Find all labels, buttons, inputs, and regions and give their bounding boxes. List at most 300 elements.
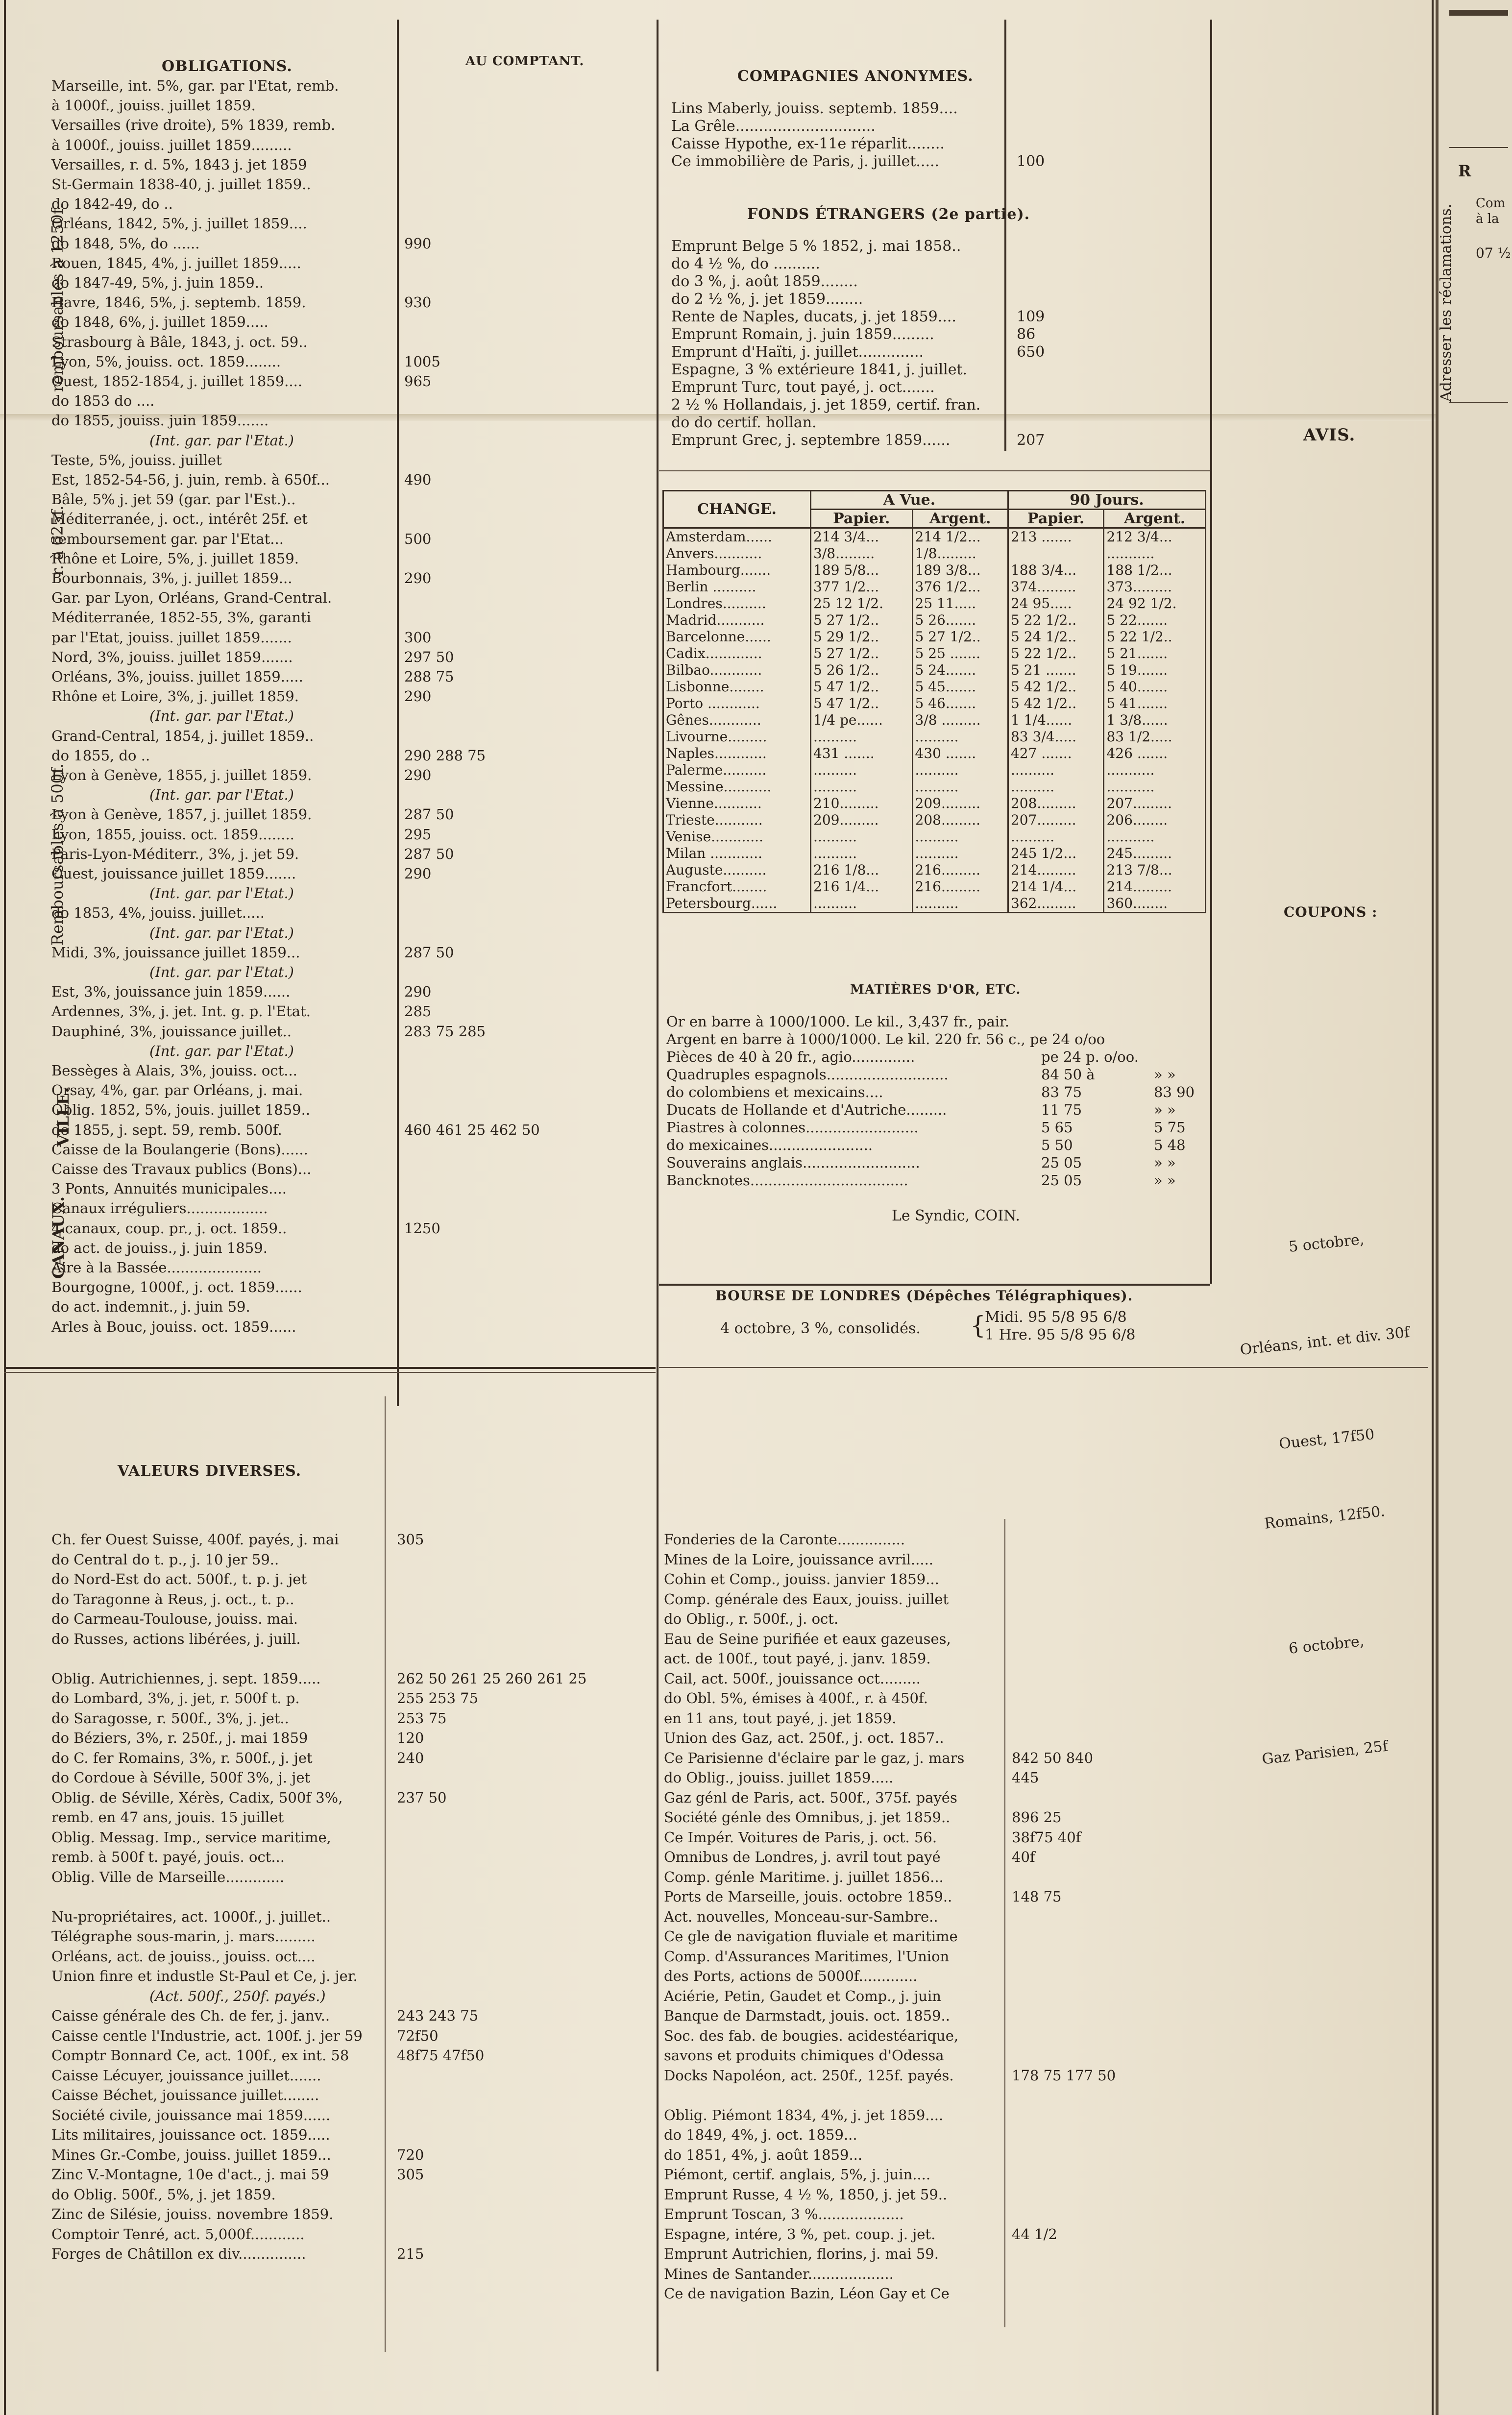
obligation-row-label: do 1853, 4%, jouiss. juillet..... xyxy=(51,904,265,922)
valeur-row-label: Cail, act. 500f., jouissance oct......... xyxy=(664,1670,921,1687)
valeur-row-label: Zinc V.-Montagne, 10e d'act., j. mai 59 xyxy=(51,2166,329,2183)
compagnie-row-label: La Grêle.............................. xyxy=(671,118,876,135)
valeur-row-label: Société civile, jouissance mai 1859...... xyxy=(51,2106,331,2123)
change-value: 216......... xyxy=(912,878,1008,895)
change-value: .......... xyxy=(1008,829,1103,845)
compagnie-row-price: 100 xyxy=(1017,153,1045,170)
change-value: 83 3/4..... xyxy=(1008,729,1103,745)
change-value: .......... xyxy=(811,779,913,795)
obligation-row-price: 965 xyxy=(404,373,432,390)
change-value: 207......... xyxy=(1008,812,1103,829)
obligation-row-label: do 1848, 6%, j. juillet 1859..... xyxy=(51,314,268,331)
change-table xyxy=(662,490,1206,913)
obligation-row-label: Méditerranée, j. oct., intérêt 25f. et xyxy=(51,511,308,528)
change-value: 24 95..... xyxy=(1008,595,1103,612)
change-vue-header: A Vue. xyxy=(811,491,1008,510)
valeur-row-label: Comptr Bonnard Ce, act. 100f., ex int. 58 xyxy=(51,2047,349,2064)
valeur-row-label: do Central do t. p., j. 10 jer 59.. xyxy=(51,1551,279,1568)
change-value: .......... xyxy=(811,829,913,845)
valeur-row-label: Banque de Darmstadt, jouis. oct. 1859.. xyxy=(664,2007,950,2024)
matiere-price: » » xyxy=(1154,1101,1176,1118)
fonds-row-label: do 4 ½ %, do .......... xyxy=(671,255,820,272)
change-city: Gênes............ xyxy=(663,712,811,729)
valeur-row-label: Comp. générale des Eaux, jouiss. juillet xyxy=(664,1590,949,1608)
valeur-row-label: Omnibus de Londres, j. avril tout payé xyxy=(664,1849,941,1865)
change-value: 5 24 1/2.. xyxy=(1008,629,1103,645)
valeur-row-label: Gaz génl de Paris, act. 500f., 375f. payés xyxy=(664,1789,957,1806)
fonds-row-label: 2 ½ % Hollandais, j. jet 1859, certif. fran. xyxy=(671,396,981,414)
change-value: 5 29 1/2.. xyxy=(811,629,913,645)
valeur-row-label: (Act. 500f., 250f. payés.) xyxy=(149,1987,326,2004)
change-value: 214 3/4... xyxy=(811,528,913,546)
londres-heure: 1 Hre. 95 5/8 95 6/8 xyxy=(985,1326,1136,1343)
obligation-row-price: 290 xyxy=(404,688,432,705)
change-row xyxy=(663,679,1206,695)
change-label: CHANGE. xyxy=(663,491,811,528)
obligation-row-price: 1250 xyxy=(404,1220,440,1237)
obligation-row-label: Versailles, r. d. 5%, 1843 j. jet 1859 xyxy=(51,156,307,173)
obligation-row-label: Caisse de la Boulangerie (Bons)...... xyxy=(51,1141,308,1158)
side-block xyxy=(1449,10,1508,16)
change-value: .......... xyxy=(912,895,1008,913)
change-city: Anvers........... xyxy=(663,545,811,562)
change-value: 245......... xyxy=(1104,845,1206,862)
change-row xyxy=(663,645,1206,662)
change-row xyxy=(663,812,1206,829)
obligation-row-price: 288 75 xyxy=(404,668,454,685)
coupon-entry: 5 octobre, xyxy=(1288,1231,1365,1256)
header-avis: AVIS. xyxy=(1303,425,1356,445)
obligation-row-label: Dauphiné, 3%, jouissance juillet.. xyxy=(51,1023,292,1040)
compagnie-row-label: Lins Maberly, jouiss. septemb. 1859.... xyxy=(671,100,958,117)
change-value: .......... xyxy=(1008,762,1103,779)
valeur-row-price: 40f xyxy=(1012,1849,1035,1865)
change-city: Milan ............ xyxy=(663,845,811,862)
side-ala: à la xyxy=(1476,212,1499,226)
change-value: 3/8......... xyxy=(811,545,913,562)
obligation-row-price: 290 xyxy=(404,570,432,586)
frame-right-rule xyxy=(1432,0,1434,2415)
valeur-row-label: en 11 ans, tout payé, j. jet 1859. xyxy=(664,1709,897,1727)
obligation-row-label: (Int. gar. par l'Etat.) xyxy=(149,707,294,725)
change-value: 5 27 1/2.. xyxy=(811,645,913,662)
valeur-row-label: do Lombard, 3%, j. jet, r. 500f t. p. xyxy=(51,1690,300,1707)
change-city: Auguste.......... xyxy=(663,862,811,878)
matiere-label: Piastres à colonnes......................... xyxy=(666,1119,919,1136)
obligation-row-price: 460 461 25 462 50 xyxy=(404,1121,540,1138)
change-value: 362......... xyxy=(1008,895,1103,913)
change-row xyxy=(663,545,1206,562)
obligation-row-label: (Int. gar. par l'Etat.) xyxy=(149,964,294,980)
change-city: Bilbao............ xyxy=(663,662,811,679)
valeur-row-label: Union finre et industle St-Paul et Ce, j. jer. xyxy=(51,1968,358,1984)
valeur-row-label: Mines Gr.-Combe, jouiss. juillet 1859... xyxy=(51,2146,331,2163)
obligation-row-price: 287 50 xyxy=(404,806,454,823)
fonds-row-price: 109 xyxy=(1017,308,1045,325)
valeur-row-price: 305 xyxy=(397,1531,424,1548)
change-city: Lisbonne........ xyxy=(663,679,811,695)
change-value: .......... xyxy=(912,845,1008,862)
obligation-row-label: Marseille, int. 5%, gar. par l'Etat, remb. xyxy=(51,77,339,94)
matiere-price: pe 24 p. o/oo. xyxy=(1041,1049,1139,1065)
fonds-row-label: do 3 %, j. août 1859........ xyxy=(671,273,858,290)
obligation-row-label: (Int. gar. par l'Etat.) xyxy=(149,432,294,449)
change-value: 245 1/2... xyxy=(1008,845,1103,862)
obligation-row-label: Lyon à Genève, 1857, j. juillet 1859. xyxy=(51,806,312,823)
obligation-row-label: Havre, 1846, 5%, j. septemb. 1859. xyxy=(51,294,306,311)
change-value: 213 ....... xyxy=(1008,528,1103,546)
argent-header: Argent. xyxy=(912,510,1008,528)
valeur-row-label: Mines de la Loire, jouissance avril..... xyxy=(664,1551,934,1568)
obligation-row-label: Arles à Bouc, jouiss. oct. 1859...... xyxy=(51,1318,296,1335)
valeur-row-label: do Nord-Est do act. 500f., t. p. j. jet xyxy=(51,1571,307,1587)
change-value: 5 22....... xyxy=(1104,612,1206,629)
compagnie-row-label: Caisse Hypothe, ex-11e réparlit........ xyxy=(671,135,945,152)
fonds-row-label: Emprunt Grec, j. septembre 1859...... xyxy=(671,432,951,449)
obligation-row-price: 287 50 xyxy=(404,944,454,961)
valeur-row-price: 44 1/2 xyxy=(1012,2225,1057,2243)
side-rule xyxy=(1449,147,1508,148)
change-value: 5 26 1/2.. xyxy=(811,662,913,679)
obligation-row-price: 290 288 75 xyxy=(404,747,486,764)
change-value: ........... xyxy=(1104,829,1206,845)
valeur-row-label: Caisse centle l'Industrie, act. 100f. j. jer 59 xyxy=(51,2027,363,2044)
change-value: .......... xyxy=(811,895,913,913)
obligation-row-label: Grand-Central, 1854, j. juillet 1859.. xyxy=(51,727,314,744)
valeur-row-label: Eau de Seine purifiée et eaux gazeuses, xyxy=(664,1630,951,1647)
obligation-row-price: 290 xyxy=(404,865,432,882)
valeur-row-price: 445 xyxy=(1012,1769,1039,1786)
change-value: 377 1/2... xyxy=(811,579,913,595)
valeur-row-label: Télégraphe sous-marin, j. mars......... xyxy=(51,1928,316,1945)
change-value: .......... xyxy=(811,729,913,745)
change-value: 25 12 1/2. xyxy=(811,595,913,612)
valeur-row-label: Ce gle de navigation fluviale et maritime xyxy=(664,1928,958,1945)
valeur-row-label: Comp. génle Maritime. j. juillet 1856... xyxy=(664,1868,944,1885)
change-city: Francfort........ xyxy=(663,878,811,895)
obligation-row-label: Rouen, 1845, 4%, j. juillet 1859..... xyxy=(51,254,301,271)
adjacent-page xyxy=(1436,0,1512,2415)
obligation-row-label: (Int. gar. par l'Etat.) xyxy=(149,786,294,804)
valeur-row-label: des Ports, actions de 5000f............. xyxy=(664,1968,918,1984)
change-value: 5 42 1/2.. xyxy=(1008,679,1103,695)
matiere-price: 83 90 xyxy=(1154,1084,1195,1100)
fonds-row-label: do 2 ½ %, j. jet 1859........ xyxy=(671,291,863,308)
change-value: 5 40....... xyxy=(1104,679,1206,695)
argent-header: Argent. xyxy=(1104,510,1206,528)
change-value: 5 47 1/2.. xyxy=(811,679,913,695)
valeur-row-label: do 1849, 4%, j. oct. 1859... xyxy=(664,2126,857,2143)
obligation-row-label: Lyon, 1855, jouiss. oct. 1859........ xyxy=(51,826,294,843)
obligation-row-label: Teste, 5%, jouiss. juillet xyxy=(51,451,222,468)
coupon-entry: Romains, 12f50. xyxy=(1263,1503,1386,1533)
obligation-row-label: do act. indemnit., j. juin 59. xyxy=(51,1298,250,1316)
change-city: Madrid........... xyxy=(663,612,811,629)
valeur-row-label: do Oblig. 500f., 5%, j. jet 1859. xyxy=(51,2186,276,2203)
valeur-row-price: 48f75 47f50 xyxy=(397,2047,485,2064)
change-row xyxy=(663,662,1206,679)
change-row xyxy=(663,528,1206,546)
change-value: 5 41....... xyxy=(1104,695,1206,712)
papier-header: Papier. xyxy=(811,510,913,528)
header-fonds-etrangers: FONDS ÉTRANGERS (2e partie). xyxy=(747,206,1030,223)
change-value: 24 92 1/2. xyxy=(1104,595,1206,612)
change-value: .......... xyxy=(811,845,913,862)
obligation-row-label: Ouest, 1852-1854, j. juillet 1859.... xyxy=(51,373,303,390)
valeur-row-label: Oblig. Autrichiennes, j. sept. 1859..... xyxy=(51,1670,321,1687)
label-remb-1250: remboursables à 1250f. xyxy=(48,204,67,392)
obligation-row-price: 490 xyxy=(404,471,432,488)
valeur-row-price: 178 75 177 50 xyxy=(1012,2067,1116,2084)
obligation-row-price: 297 50 xyxy=(404,648,454,665)
obligation-row-label: Orléans, 1842, 5%, j. juillet 1859.... xyxy=(51,215,307,232)
header-compagnies: COMPAGNIES ANONYMES. xyxy=(737,68,974,85)
change-value: 208......... xyxy=(1008,795,1103,812)
change-value: 189 3/8... xyxy=(912,562,1008,579)
obligation-row-label: par l'Etat, jouiss. juillet 1859....... xyxy=(51,629,292,646)
fonds-row-label: Emprunt Turc, tout payé, j. oct....... xyxy=(671,379,935,396)
obligation-row-price: 990 xyxy=(404,235,432,252)
valeur-row-label: do Oblig., r. 500f., j. oct. xyxy=(664,1610,839,1627)
change-city: Amsterdam...... xyxy=(663,528,811,546)
valeur-row-label: Caisse Lécuyer, jouissance juillet....... xyxy=(51,2067,321,2084)
obligation-row-price: 930 xyxy=(404,294,432,311)
valeur-row-label: Forges de Châtillon ex div............... xyxy=(51,2245,306,2262)
obligation-row-label: (Int. gar. par l'Etat.) xyxy=(149,885,294,902)
obligation-row-price: 300 xyxy=(404,629,432,646)
header-bourse-londres: BOURSE DE LONDRES (Dépêches Télégraphiques). xyxy=(715,1288,1133,1304)
obligation-row-label: do 1855, j. sept. 59, remb. 500f. xyxy=(51,1121,282,1138)
change-value: 5 22 1/2.. xyxy=(1104,629,1206,645)
obligation-row-label: Oblig. 1852, 5%, jouis. juillet 1859.. xyxy=(51,1101,311,1119)
matiere-label: Or en barre à 1000/1000. Le kil., 3,437 fr., pair. xyxy=(666,1013,1009,1030)
valeur-row-price: 120 xyxy=(397,1730,424,1746)
matiere-price: 5 50 xyxy=(1041,1137,1073,1153)
valeur-row-label: Nu-propriétaires, act. 1000f., j. juillet.. xyxy=(51,1908,331,1925)
change-value: 5 21 ....... xyxy=(1008,662,1103,679)
change-value: 216 1/8... xyxy=(811,862,913,878)
change-row xyxy=(663,878,1206,895)
syndic-signature: Le Syndic, COIN. xyxy=(892,1207,1020,1224)
column-rule-prices-left xyxy=(385,1396,386,2352)
change-value: 209......... xyxy=(811,812,913,829)
change-value: .......... xyxy=(912,829,1008,845)
obligation-row-label: Bâle, 5% j. jet 59 (gar. par l'Est.).. xyxy=(51,491,296,508)
change-row xyxy=(663,612,1206,629)
change-row xyxy=(663,762,1206,779)
header-valeurs-diverses: VALEURS DIVERSES. xyxy=(118,1463,302,1480)
valeur-row-label: Oblig. Messag. Imp., service maritime, xyxy=(51,1829,331,1846)
valeur-row-price: 720 xyxy=(397,2146,424,2163)
section-rule-change xyxy=(659,470,1210,471)
change-city: Berlin .......... xyxy=(663,579,811,595)
obligation-row-label: 3 Ponts, Annuités municipales.... xyxy=(51,1180,287,1197)
change-value: 83 1/2..... xyxy=(1104,729,1206,745)
change-city: Livourne......... xyxy=(663,729,811,745)
change-city: Cadix............. xyxy=(663,645,811,662)
valeur-row-price: 38f75 40f xyxy=(1012,1829,1081,1846)
change-value: 5 21....... xyxy=(1104,645,1206,662)
obligation-row-price: 290 xyxy=(404,767,432,783)
change-value: 188 1/2... xyxy=(1104,562,1206,579)
valeur-row-label: Act. nouvelles, Monceau-sur-Sambre.. xyxy=(664,1908,938,1925)
valeur-row-label: do Cordoue à Séville, 500f 3%, j. jet xyxy=(51,1769,311,1786)
valeur-row-label: Mines de Santander................... xyxy=(664,2265,894,2282)
change-city: Hambourg....... xyxy=(663,562,811,579)
label-ville: VILLE. xyxy=(54,1087,73,1147)
change-value: ........... xyxy=(1104,762,1206,779)
fonds-row-label: Rente de Naples, ducats, j. jet 1859.... xyxy=(671,308,956,325)
valeur-row-price: 237 50 xyxy=(397,1789,447,1806)
change-value: 210......... xyxy=(811,795,913,812)
valeur-row-label: Ce de navigation Bazin, Léon Gay et Ce xyxy=(664,2285,950,2302)
obligation-row-price: 500 xyxy=(404,530,432,547)
matiere-price: » » xyxy=(1154,1172,1176,1189)
matiere-label: Souverains anglais.......................... xyxy=(666,1154,920,1171)
valeur-row-label: Caisse générale des Ch. de fer, j. janv.. xyxy=(51,2007,330,2024)
label-r-625: r. à 625f. xyxy=(48,505,67,576)
matiere-label: do mexicaines....................... xyxy=(666,1137,873,1153)
change-value: 214 1/2... xyxy=(912,528,1008,546)
change-value: .......... xyxy=(912,762,1008,779)
change-value: 5 26....... xyxy=(912,612,1008,629)
valeur-row-label: savons et produits chimiques d'Odessa xyxy=(664,2047,944,2064)
change-city: Trieste........... xyxy=(663,812,811,829)
change-city: Barcelonne...... xyxy=(663,629,811,645)
change-value: 214......... xyxy=(1104,878,1206,895)
obligation-row-label: Lyon à Genève, 1855, j. juillet 1859. xyxy=(51,767,312,783)
fonds-row-label: Emprunt Belge 5 % 1852, j. mai 1858.. xyxy=(671,238,961,255)
fonds-row-price: 207 xyxy=(1017,432,1045,449)
compagnie-row-label: Ce immobilière de Paris, j. juillet..... xyxy=(671,153,940,170)
change-value: 5 46....... xyxy=(912,695,1008,712)
valeur-row-label: Comp. d'Assurances Maritimes, l'Union xyxy=(664,1948,950,1965)
section-rule-londres xyxy=(659,1284,1210,1286)
valeur-row-label: Cohin et Comp., jouiss. janvier 1859... xyxy=(664,1571,939,1587)
valeur-row-label: Orléans, act. de jouiss., jouiss. oct.... xyxy=(51,1948,316,1965)
obligation-row-label: do act. de jouiss., j. juin 1859. xyxy=(51,1239,268,1256)
obligation-row-label: Bessèges à Alais, 3%, jouiss. oct... xyxy=(51,1062,297,1079)
change-value: 5 47 1/2.. xyxy=(811,695,913,712)
obligation-row-label: Ardennes, 3%, j. jet. Int. g. p. l'Etat. xyxy=(51,1003,311,1020)
change-city: Londres.......... xyxy=(663,595,811,612)
valeur-row-label: Oblig. Piémont 1834, 4%, j. jet 1859.... xyxy=(664,2106,944,2123)
change-value: 208......... xyxy=(912,812,1008,829)
valeur-row-label: Ce Impér. Voitures de Paris, j. oct. 56. xyxy=(664,1829,937,1846)
papier-header: Papier. xyxy=(1008,510,1103,528)
change-value: 216......... xyxy=(912,862,1008,878)
obligation-row-label: (Int. gar. par l'Etat.) xyxy=(149,1042,294,1059)
change-row xyxy=(663,779,1206,795)
change-value: 5 22 1/2.. xyxy=(1008,612,1103,629)
matiere-label: do colombiens et mexicains.... xyxy=(666,1084,883,1100)
obligation-row-label: Rhône et Loire, 5%, j. juillet 1859. xyxy=(51,550,299,567)
obligation-row-label: Orsay, 4%, gar. par Orléans, j. mai. xyxy=(51,1082,303,1099)
matiere-price: 83 75 xyxy=(1041,1084,1082,1100)
valeur-row-label: Emprunt Toscan, 3 %................... xyxy=(664,2206,904,2222)
change-value: 3/8 ......... xyxy=(912,712,1008,729)
valeur-row-label: Comptoir Tenré, act. 5,000f............ xyxy=(51,2225,305,2243)
obligation-row-label: Strasbourg à Bâle, 1843, j. oct. 59.. xyxy=(51,333,308,350)
change-value: 360........ xyxy=(1104,895,1206,913)
valeur-row-label: Ch. fer Ouest Suisse, 400f. payés, j. mai xyxy=(51,1531,339,1548)
valeur-row-label: Union des Gaz, act. 250f., j. oct. 1857.. xyxy=(664,1730,944,1746)
side-o7: 07 ½ xyxy=(1476,245,1511,261)
valeur-row-label: Oblig. Ville de Marseille............. xyxy=(51,1868,285,1885)
valeur-row-price: 72f50 xyxy=(397,2027,439,2044)
matiere-label: Quadruples espagnols........................... xyxy=(666,1066,949,1083)
valeur-row-label: Zinc de Silésie, jouiss. novembre 1859. xyxy=(51,2206,334,2222)
valeur-row-price: 253 75 xyxy=(397,1709,447,1727)
change-value: 214......... xyxy=(1008,862,1103,878)
change-city: Vienne........... xyxy=(663,795,811,812)
valeur-row-label: Espagne, intére, 3 %, pet. coup. j. jet. xyxy=(664,2225,936,2243)
valeur-row-label: do C. fer Romains, 3%, r. 500f., j. jet xyxy=(51,1749,313,1766)
change-row xyxy=(663,562,1206,579)
change-city: Petersbourg...... xyxy=(663,895,811,913)
obligation-row-label: Midi, 3%, jouissance juillet 1859... xyxy=(51,944,300,961)
matiere-label: Ducats de Hollande et d'Autriche......... xyxy=(666,1101,947,1118)
coupon-entry: 6 octobre, xyxy=(1288,1633,1365,1658)
side-r: R xyxy=(1458,162,1471,180)
obligation-row-price: 285 xyxy=(404,1003,432,1020)
obligation-row-label: à 1000f., jouiss. juillet 1859......... xyxy=(51,136,292,153)
valeur-row-price: 896 25 xyxy=(1012,1809,1062,1826)
change-value: 427 ....... xyxy=(1008,745,1103,762)
valeur-row-label: Piémont, certif. anglais, 5%, j. juin.... xyxy=(664,2166,931,2183)
matiere-price: 5 48 xyxy=(1154,1137,1186,1153)
obligation-row-label: do 1855, jouiss. juin 1859....... xyxy=(51,412,269,429)
change-value: ........... xyxy=(1104,545,1206,562)
change-value: 25 11..... xyxy=(912,595,1008,612)
matiere-price: 25 05 xyxy=(1041,1172,1082,1189)
column-rule-2 xyxy=(657,20,658,2371)
matiere-price: 5 75 xyxy=(1154,1119,1186,1136)
valeur-row-label: Docks Napoléon, act. 250f., 125f. payés. xyxy=(664,2067,954,2084)
change-value: 1 1/4...... xyxy=(1008,712,1103,729)
label-remb-500: Remboursables à 500f. xyxy=(48,763,67,946)
valeur-row-label: do Taragonne à Reus, j. oct., t. p.. xyxy=(51,1590,294,1608)
matiere-label: Bancknotes................................... xyxy=(666,1172,908,1189)
obligation-row-price: 290 xyxy=(404,983,432,1000)
change-row xyxy=(663,895,1206,913)
change-value: 5 19....... xyxy=(1104,662,1206,679)
change-value: .......... xyxy=(912,729,1008,745)
valeur-row-label: do Béziers, 3%, r. 250f., j. mai 1859 xyxy=(51,1730,308,1746)
obligation-row-label: Gar. par Lyon, Orléans, Grand-Central. xyxy=(51,589,332,607)
obligation-row-label: Méditerranée, 1852-55, 3%, garanti xyxy=(51,609,311,626)
obligation-row-price: 287 50 xyxy=(404,845,454,862)
obligation-row-price: 295 xyxy=(404,826,432,843)
change-row xyxy=(663,729,1206,745)
obligation-row-label: Orléans, 3%, jouiss. juillet 1859..... xyxy=(51,668,303,685)
change-row xyxy=(663,745,1206,762)
obligation-row-label: Rhône et Loire, 3%, j. juillet 1859. xyxy=(51,688,299,705)
fonds-row-price: 86 xyxy=(1017,326,1036,343)
obligation-row-label: Bourgogne, 1000f., j. oct. 1859...... xyxy=(51,1279,302,1296)
change-city: Palerme.......... xyxy=(663,762,811,779)
obligation-row-label: Est, 1852-54-56, j. juin, remb. à 650f... xyxy=(51,471,330,488)
fonds-row-label: Emprunt Romain, j. juin 1859......... xyxy=(671,326,934,343)
label-canaux: CANAUX. xyxy=(49,1196,68,1279)
valeur-row-label: do Russes, actions libérées, j. juill. xyxy=(51,1630,301,1647)
column-rule-3 xyxy=(1004,20,1006,451)
obligation-row-label: remboursement gar. par l'Etat... xyxy=(51,530,284,547)
matiere-price: 25 05 xyxy=(1041,1154,1082,1171)
change-value: 188 3/4... xyxy=(1008,562,1103,579)
matiere-price: 11 75 xyxy=(1041,1101,1082,1118)
change-value: 5 25 ....... xyxy=(912,645,1008,662)
